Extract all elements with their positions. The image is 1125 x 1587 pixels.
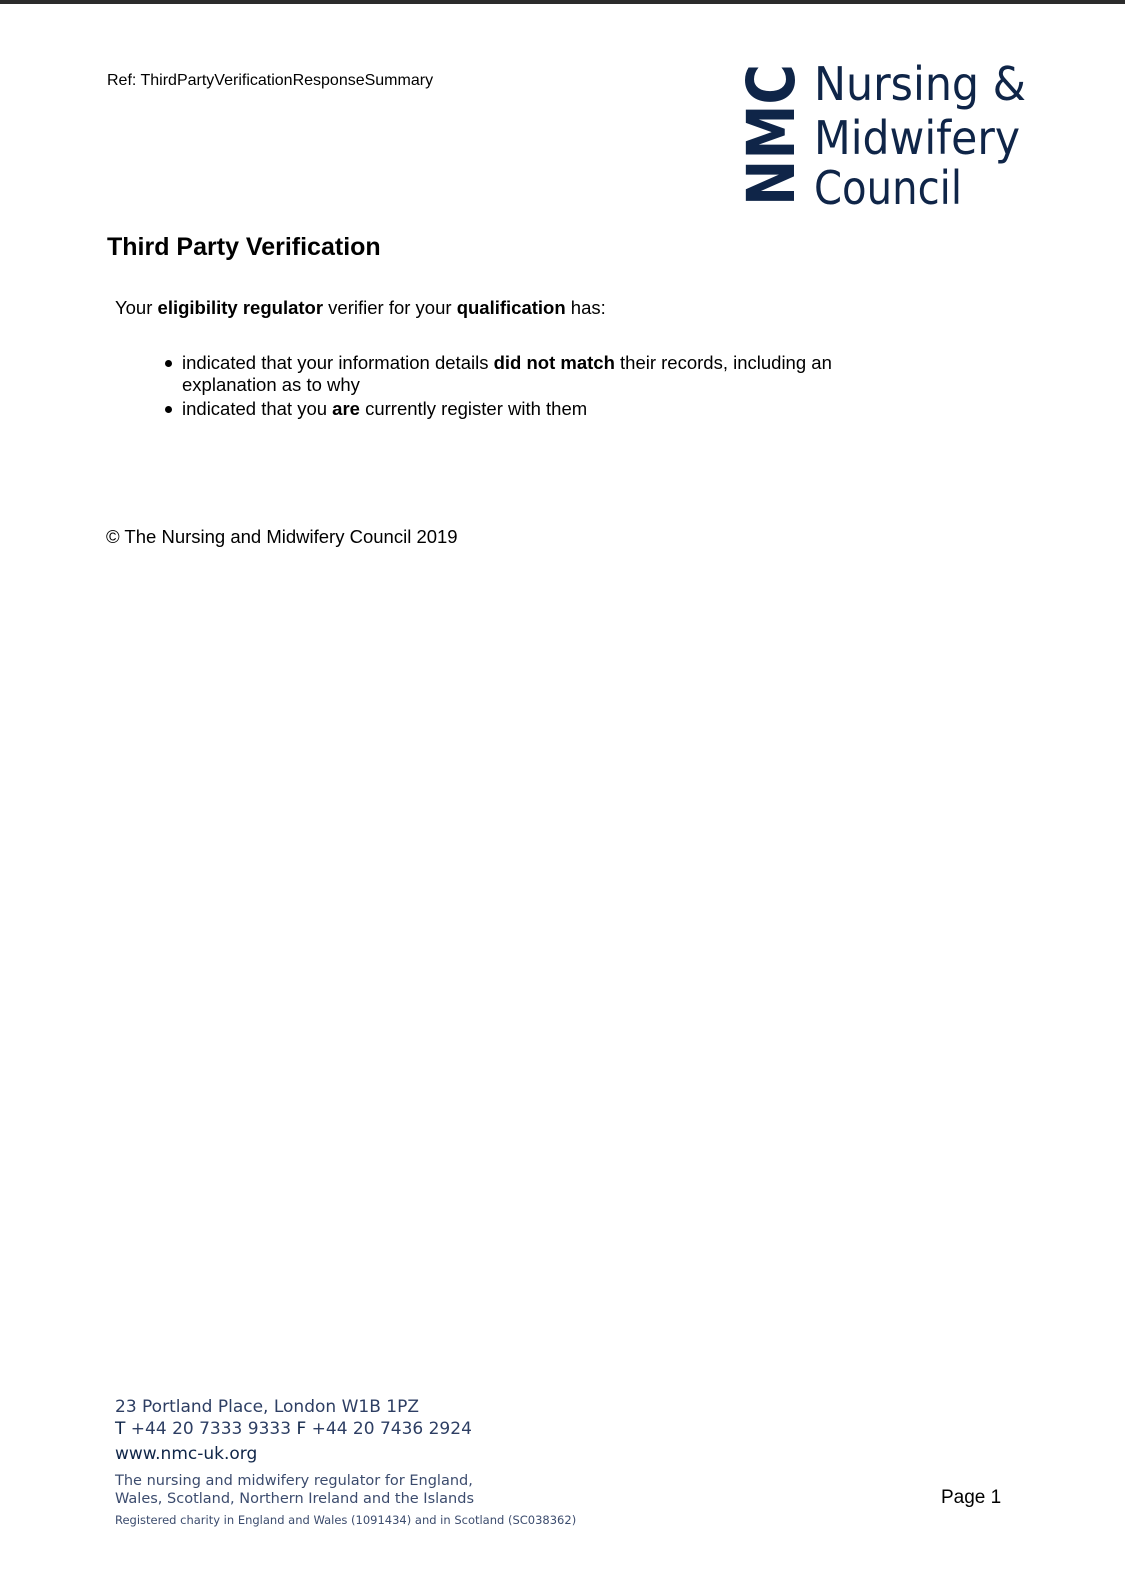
list-item-text: indicated that you [182,398,333,419]
phone-number: +44 20 7333 9333 [125,1419,297,1439]
nmc-logo [733,36,1046,218]
list-item-text: their records, including an explanation as to why [182,352,832,395]
footer-regulator-statement [115,1472,576,1508]
list-item-bold: did not match [493,352,615,373]
verification-results-list [165,352,895,422]
regulator-line-2: Wales, Scotland, Northern Ireland and the Islands [115,1491,475,1507]
logo-mark: NMC [733,36,810,206]
list-item [165,352,895,396]
fax-label: F [296,1419,307,1439]
logo-line-2: Midwifery [814,111,1020,165]
footer-charity-registration: Registered charity in England and Wales (1091434) and in Scotland (SC038362) [115,1513,577,1527]
intro-paragraph [115,297,606,319]
intro-text-2: verifier for your [323,297,457,318]
page-number: Page 1 [941,1487,1002,1508]
intro-text-1: Your [115,297,158,318]
phone-label: T [115,1419,126,1439]
footer-phone-fax [115,1418,576,1440]
footer-contact [115,1396,576,1527]
footer-website-link[interactable]: www.nmc-uk.org [115,1444,258,1464]
fax-number: +44 20 7436 2924 [306,1419,472,1439]
list-item-bold: are [332,398,360,419]
footer-address: 23 Portland Place, London W1B 1PZ [115,1397,419,1417]
intro-bold-eligibility-regulator: eligibility regulator [157,297,324,318]
list-item [165,398,895,420]
regulator-line-1: The nursing and midwifery regulator for England, [115,1473,473,1489]
top-border [0,0,1125,4]
bullet-icon [165,406,172,413]
list-item-text: currently register with them [359,398,588,419]
document-reference: Ref: ThirdPartyVerificationResponseSummary [107,72,434,89]
bullet-icon [165,360,172,367]
list-item-text: indicated that your information details [182,352,494,373]
page-title: Third Party Verification [107,233,381,261]
logo-line-3: Council [814,161,962,215]
logo-line-1: Nursing & [814,57,1026,111]
intro-text-3: has: [565,297,606,318]
copyright-notice: © The Nursing and Midwifery Council 2019 [106,526,458,547]
intro-bold-qualification: qualification [456,297,566,318]
